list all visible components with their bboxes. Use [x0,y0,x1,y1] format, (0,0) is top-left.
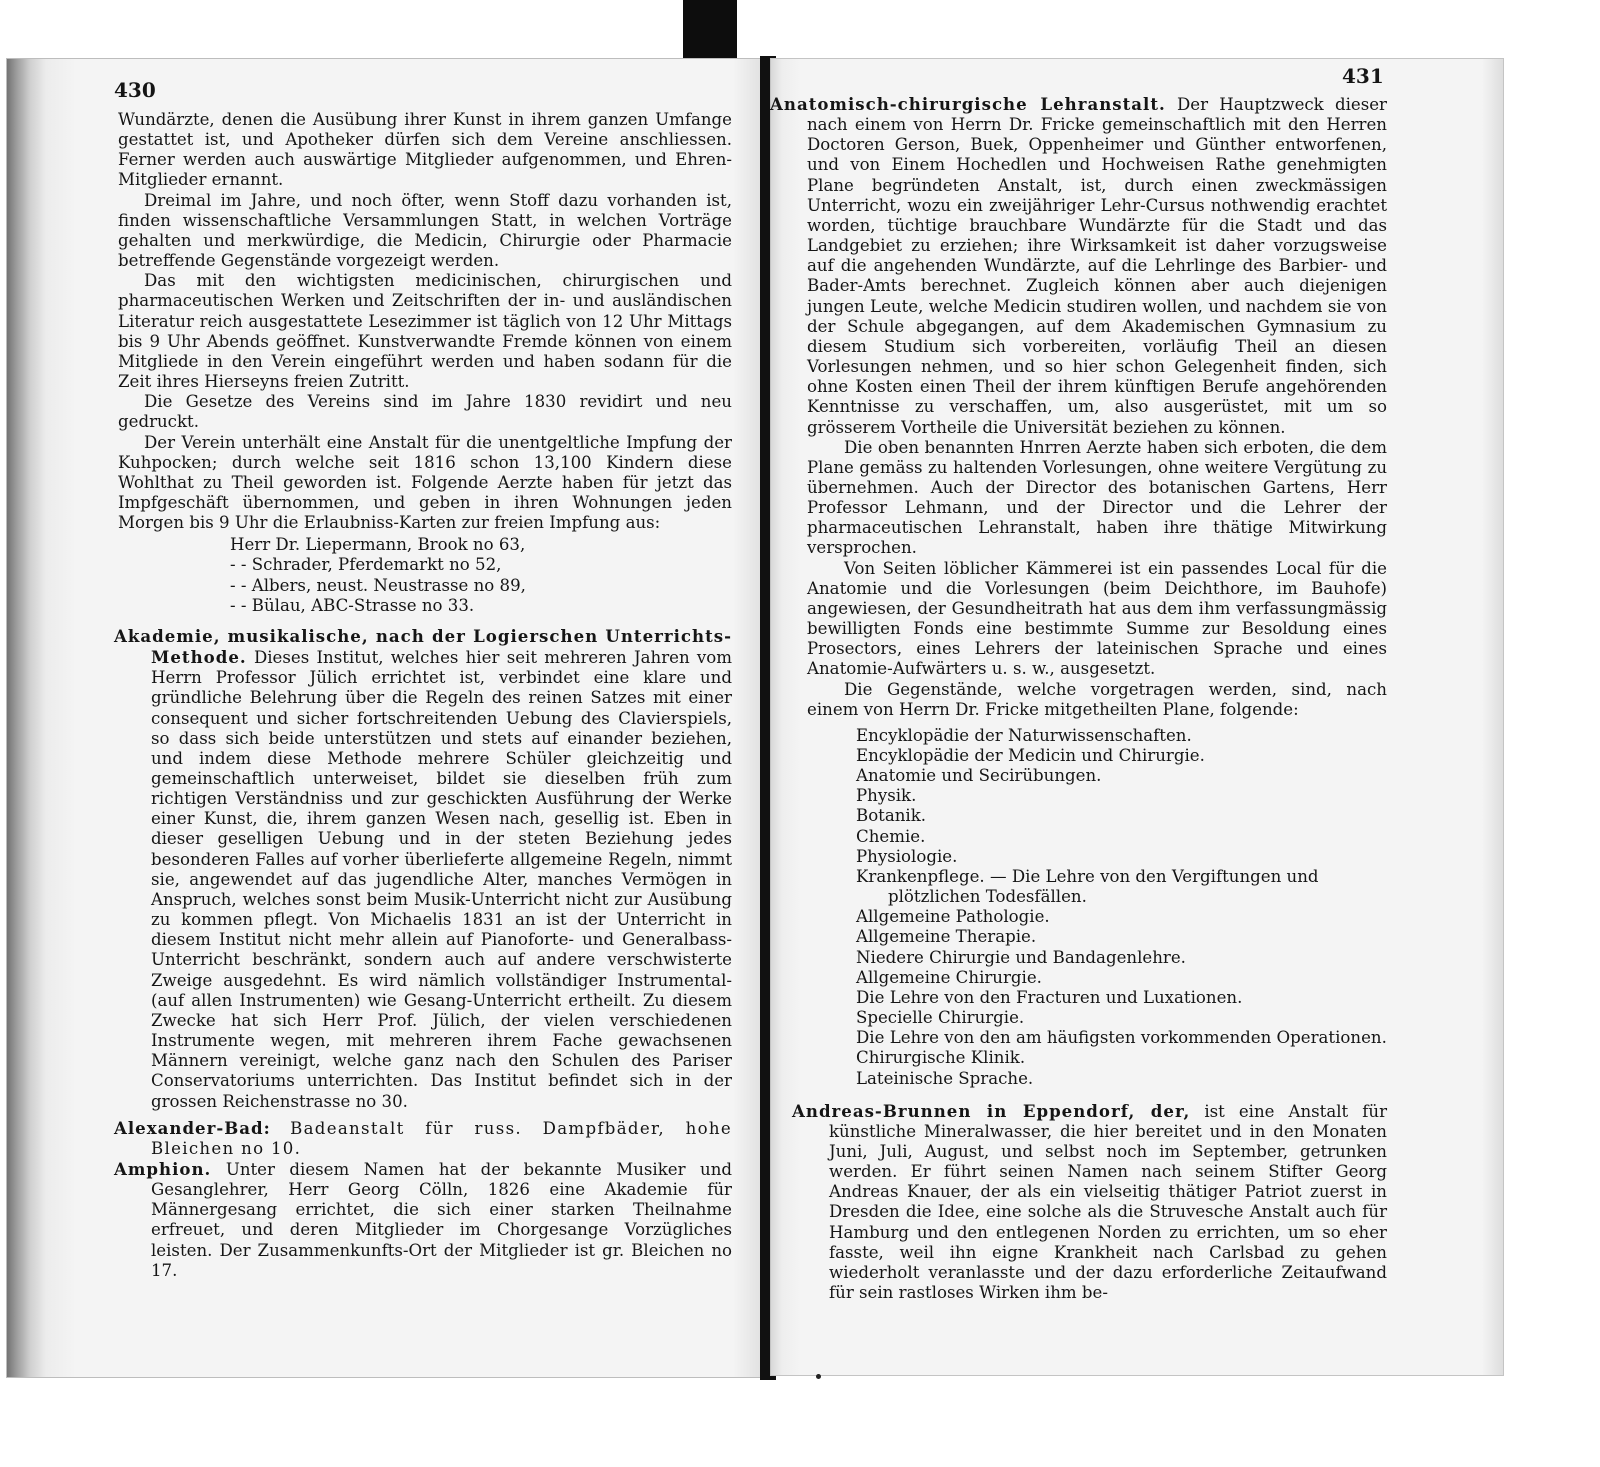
open-book [6,58,1516,1378]
entry-andreas-brunnen [792,1101,1387,1304]
paragraph: Die oben benannten Hnrren Aerzte haben sich erboten, die dem Plane gemäss zu haltenden Vorlesungen, ohne weitere Vergütung zu übernehmen. Auch der Director des botanischen Gartens, Herr Professor Lehmann, und der Director und die Lehrer der pharmaceutischen Lehranstalt, haben ihre thätige Mitwirkung versprochen. [807,437,1387,558]
entry-heading: Amphion. [114,1158,212,1179]
page-number-right: 431 [1342,64,1384,88]
subject-item: Allgemeine Chirurgie. [856,967,1042,987]
subject-item: Die Lehre von den Fracturen und Luxationen. [856,987,1243,1007]
entry-body: Badeanstalt für russ. Dampfbäder, hohe Bleichen no 10. [151,1118,732,1158]
subject-item: Die Lehre von den am häufigsten vorkommenden Operationen. [856,1028,1387,1048]
subject-item: Krankenpflege. — Die Lehre von den Vergiftungen und plötzlichen Todesfällen. [856,866,1319,907]
subject-item: Allgemeine Therapie. [856,927,1037,947]
subject-item: Physik. [856,786,917,806]
entry-heading: Akademie, musikalische, nach der Logierschen Unterrichts-Methode. [114,625,732,668]
doctor-list-item: - - Schrader, Pferdemarkt no 52, [230,555,502,575]
doctor-list-item: - - Albers, neust. Neustrasse no 89, [230,575,526,595]
entry-heading: Alexander-Bad: [114,1117,271,1138]
right-page [770,58,1504,1376]
paragraph: Dreimal im Jahre, und noch öfter, wenn Stoff dazu vorhanden ist, finden wissenschaftliche Versammlungen Statt, in welchen Vorträge gehalten und merkwürdige, die Medicin, Chirurgie oder Pharmacie betreffende Gegenstände vorgezeigt werden. [118,190,732,271]
left-page [6,58,763,1378]
doctor-list-item: - - Bülau, ABC-Strasse no 33. [230,595,475,615]
paragraph: Von Seiten löblicher Kämmerei ist ein passendes Local für die Anatomie und die Vorlesungen (beim Deichthore, im Bauhofe) angewiesen, der Gesundheitrath hat aus dem ihm verfassungmässig bewilligten Fonds eine bestimmte Summe zur Besoldung eines Prosectors, eines Lehrers der lateinischen Sprache und eines Anatomie-Aufwärters u. s. w., ausgesetzt. [807,558,1387,679]
ink-speck [816,1374,821,1379]
subject-item: Physiologie. [856,846,958,866]
entry-body: Dieses Institut, welches hier seit mehreren Jahren vom Herrn Professor Jülich errichtet ist, verbindet eine klare und gründliche Belehrung über die Regeln des reinen Satzes mit einer consequent und sicher fortschreitenden Uebung des Clavierspiels, so dass sich beide unterstützen und stets auf einander beziehen, und indem diese Methode mehrere Schüler gleichzeitig und gemeinschaftlich unterweiset, bildet sie dieselben früh zum richtigen Verständniss und zur geschickten Ausführung der Werke einer Kunst, die, ihrem ganzen Wesen nach, gesellig ist. Eben in dieser geselligen Uebung und in der steten Beziehung jedes besonderen Falles auf vorher überlieferte allgemeine Regeln, nimmt sie, angewendet auf das jugendliche Alter, manches Vermögen in Anspruch, welches sonst beim Musik-Unterricht nicht zur Ausübung zu kommen pflegt. Von Michaelis 1831 an ist der Unterricht in diesem Institut nicht mehr allein auf Pianoforte- und Generalbass-Unterricht beschränkt, sondern auch auf andere verschwisterte Zweige ausgedehnt. Es wird nämlich vollständiger Instrumental- (auf allen Instrumenten) wie Gesang-Unterricht ertheilt. Zu diesem Zwecke hat sich Herr Prof. Jülich, der vielen verschiedenen Instrumente wegen, mit mehreren ihrem Fache gewachsenen Männern vereinigt, welche ganz nach den Schulen des Pariser Conservatoriums unterrichten. Das Institut befindet sich in der grossen Reichenstrasse no 30. [151,648,732,1111]
subject-item: Lateinische Sprache. [856,1068,1034,1088]
page-number-left: 430 [114,78,156,102]
paragraph: Der Verein unterhält eine Anstalt für die unentgeltliche Impfung der Kuhpocken; durch welche seit 1816 schon 13,100 Kindern diese Wohlthat zu Theil geworden ist. Folgende Aerzte haben für jetzt das Impfgeschäft übernommen, und geben in ihren Wohnungen jeden Morgen bis 9 Uhr die Erlaubniss-Karten zur freien Impfung aus: [118,432,732,533]
entry-heading: Andreas-Brunnen in Eppendorf, der, [792,1100,1191,1121]
subject-list [856,726,1387,1089]
right-page-text [770,94,1387,1303]
left-page-text [114,110,733,1281]
subject-item: Niedere Chirurgie und Bandagenlehre. [856,947,1186,967]
paragraph: Die Gegenstände, welche vorgetragen werden, sind, nach einem von Herrn Dr. Fricke mitgetheilten Plane, folgende: [807,679,1387,719]
entry-body: Unter diesem Namen hat der bekannte Musiker und Gesanglehrer, Herr Georg Cölln, 1826 eine Akademie für Männergesang errichtet, die sich einer starken Theilnahme erfreuet, und deren Mitglieder im Chorgesange Vorzügliches leisten. Der Zusammenkunfts-Ort der Mitglieder ist gr. Bleichen no 17. [151,1159,733,1280]
paragraph: Die Gesetze des Vereins sind im Jahre 1830 revidirt und neu gedruckt. [118,392,732,432]
subject-item: Chemie. [856,826,926,846]
paragraph: Wundärzte, denen die Ausübung ihrer Kunst in ihrem ganzen Umfange gestattet ist, und Apotheker dürfen sich dem Vereine anschliessen. Ferner werden auch auswärtige Mitglieder aufgenommen, und Ehren-Mitglieder ernannt. [118,110,732,190]
entry-body: ist eine Anstalt für künstliche Mineralwasser, die hier bereitet und in den Monaten Juni, Juli, August, und selbst noch im September, getrunken werden. Er führt seinen Namen nach seinem Stifter Georg Andreas Knauer, der als ein vielseitig thätiger Patriot zuerst in Dresden die Idee, eine solche als die Struvesche Anstalt auch für Hamburg und den entlegenen Norden zu errichten, um so eher fasste, weil ihn eigne Krankheit nach Carlsbad zu gehen wiederholt veranlasste und der dazu erforderliche Zeitaufwand für sein rastloses Wirken ihm be- [829,1101,1387,1303]
entry-anatomisch-chirurgische-lehranstalt [770,94,1387,438]
entry-akademie [114,626,732,1112]
doctor-list-item: Herr Dr. Liepermann, Brook no 63, [230,535,526,555]
subject-item: Anatomie und Secirübungen. [856,766,1102,786]
subject-item: Botanik. [856,806,927,826]
doctor-list [230,535,732,616]
subject-item: Encyklopädie der Naturwissenschaften. [856,725,1192,745]
entry-body: Der Hauptzweck dieser nach einem von Herrn Dr. Fricke gemeinschaftlich mit den Herren Doctoren Gerson, Buek, Oppenheimer und Günther entworfenen, und von Einem Hochedlen und Hochweisen Rathe genehmigten Plane begründeten Anstalt, ist, durch einen zweckmässigen Unterricht, wozu ein zweijähriger Lehr-Cursus nothwendig erachtet worden, tüchtige brauchbare Wundärzte für die Stadt und das Landgebiet zu erziehen; ihre Wirksamkeit ist daher vorzugsweise auf die angehenden Wundärzte, auf die Lehrlinge des Barbier- und Bader-Amts berechnet. Zugleich können aber auch diejenigen jungen Leute, welche Medicin studiren wollen, und nachdem sie von der Schule abgegangen, auf dem Akademischen Gymnasium zu diesem Studium sich vorbereiten, vorläufig Theil an diesen Vorlesungen nehmen, und so hier schon Gelegenheit finden, sich ohne Kosten einen Theil der ihrem künftigen Berufe angehörenden Kenntnisse zu verschaffen, um, also ausgerüstet, mit um so grösserem Vortheile die Universität beziehen zu können. [807,95,1387,437]
entry-amphion [114,1159,732,1281]
book-divider-strip [683,0,737,62]
paragraph: Das mit den wichtigsten medicinischen, chirurgischen und pharmaceutischen Werken und Zeitschriften der in- und ausländischen Literatur reich ausgestattete Lesezimmer ist täglich von 12 Uhr Mittags bis 9 Uhr Abends geöffnet. Kunstverwandte Fremde können von einem Mitgliede in den Verein eingeführt werden und haben sodann für die Zeit ihres Hierseyns freien Zutritt. [118,271,732,392]
subject-item: Encyklopädie der Medicin und Chirurgie. [856,746,1205,765]
entry-heading: Anatomisch-chirurgische Lehranstalt. [770,94,1166,114]
subject-item: Allgemeine Pathologie. [856,907,1050,927]
entry-alexander-bad [114,1118,732,1159]
subject-item: Specielle Chirurgie. [856,1008,1025,1028]
subject-item: Chirurgische Klinik. [856,1048,1026,1068]
